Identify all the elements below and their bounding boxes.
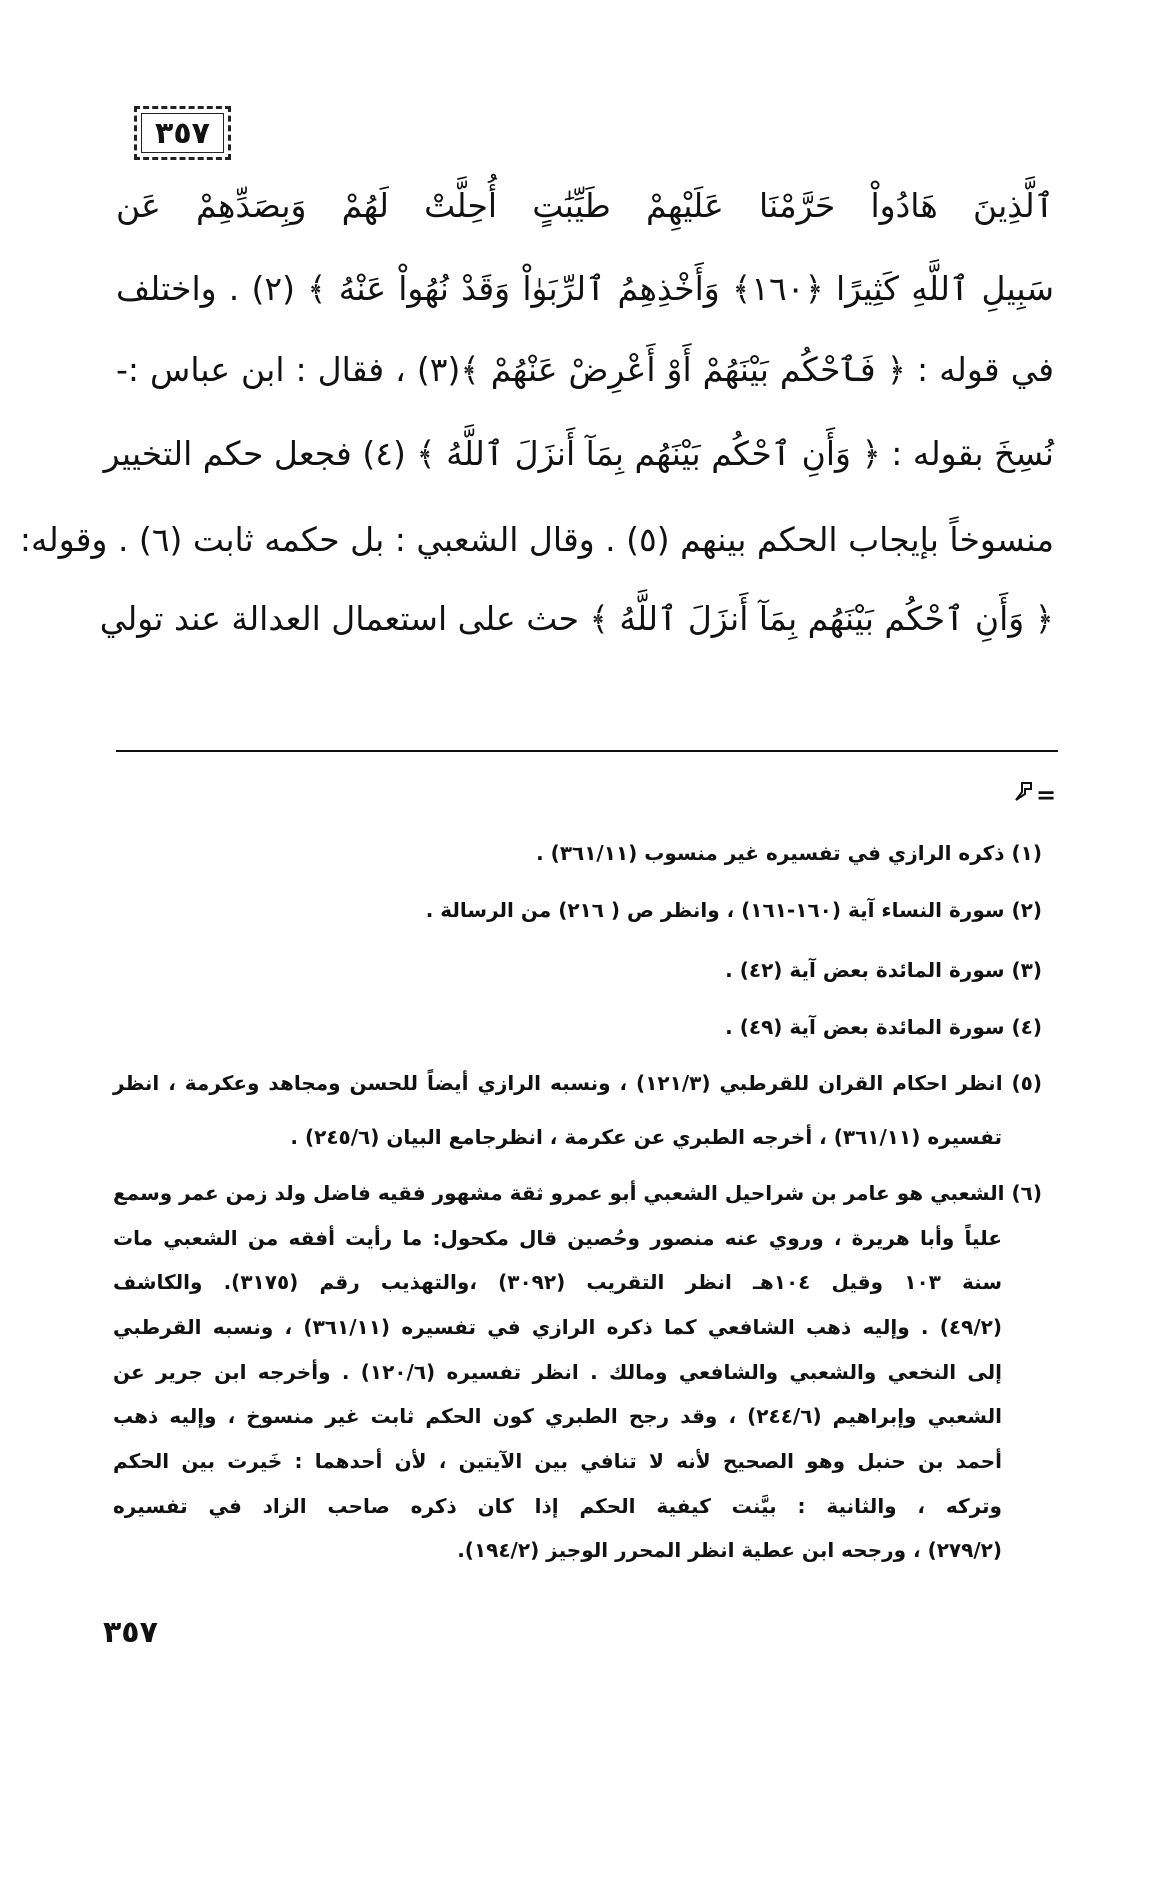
pointing-hand-icon bbox=[1012, 780, 1034, 810]
main-text-line: في قوله : ﴿ فَٱحْكُم بَيْنَهُمْ أَوْ أَعْرِضْ عَنْهُمْ ﴾(٣) ، فقال : ابن عباس :- bbox=[116, 350, 1054, 389]
main-text-line: ﴿ وَأَنِ ٱحْكُم بَيْنَهُم بِمَآ أَنزَلَ ٱللَّهُ ﴾ حث على استعمال العدالة عند تولي bbox=[99, 599, 1054, 638]
footnote-1: (١) ذكره الرازي في تفسيره غير منسوب (٣٦١/١١) . bbox=[536, 841, 1042, 865]
footnote-6-line: سنة ١٠٣ وقيل ١٠٤هـ انظر التقريب (٣٠٩٢) ،والتهذيب رقم (٣١٧٥). والكاشف bbox=[113, 1270, 1003, 1294]
footnote-6-line: علياً وأبا هريرة ، وروي عنه منصور وحُصين قال مكحول: ما رأيت أفقه من الشعبي مات bbox=[113, 1226, 1002, 1250]
footnote-6-line: الشعبي وإبراهيم (٢٤٤/٦) ، وقد رجح الطبري كون الحكم ثابت غير منسوخ ، وإليه ذهب bbox=[113, 1404, 1002, 1428]
page-number-bottom: ٣٥٧ bbox=[103, 1615, 158, 1650]
footnote-5-line: (٥) انظر احكام القران للقرطبي (١٢١/٣) ، ونسبه الرازي أيضاً للحسن ومجاهد وعكرمة ، انظر bbox=[113, 1071, 1043, 1095]
footnote-2: (٢) سورة النساء آية (١٦٠-١٦١) ، وانظر ص ( ٢١٦) من الرسالة . bbox=[425, 898, 1042, 922]
continuation-equals: = bbox=[1036, 781, 1057, 809]
footnote-6-line: وتركه ، والثانية : بيَّنت كيفية الحكم إذا كان ذكره صاحب الزاد في تفسيره bbox=[113, 1494, 1002, 1518]
footnote-6-line: (٢٧٩/٢) ، ورجحه ابن عطية انظر المحرر الوجيز (١٩٤/٢). bbox=[457, 1538, 1002, 1562]
footnote-5-line: تفسيره (٣٦١/١١) ، أخرجه الطبري عن عكرمة ، انظرجامع البيان (٢٤٥/٦) . bbox=[290, 1125, 1002, 1149]
page-number-top: ٣٥٧ bbox=[155, 115, 210, 151]
continuation-marker bbox=[1012, 780, 1056, 810]
main-text-line: ٱلَّذِينَ هَادُواْ حَرَّمْنَا عَلَيْهِمْ طَيِّبَٰتٍ أُحِلَّتْ لَهُمْ وَبِصَدِّهِمْ عَن bbox=[116, 186, 1054, 225]
footnote-6-line: (٦) الشعبي هو عامر بن شراحيل الشعبي أبو عمرو ثقة مشهور فقيه فاضل ولد زمن عمر وسمع bbox=[113, 1181, 1042, 1205]
footnote-separator bbox=[116, 750, 1058, 752]
footnote-6-line: إلى النخعي والشعبي والشافعي ومالك . انظر تفسيره (١٢٠/٦) . وأخرجه ابن جرير عن bbox=[113, 1360, 1002, 1384]
footnote-6-line: أحمد بن حنبل وهو الصحيح لأنه لا تنافي بين الآيتين ، لأن أحدهما : خَيرت بين الحكم bbox=[113, 1449, 1002, 1473]
main-text-line: منسوخاً بإيجاب الحكم بينهم (٥) . وقال الشعبي : بل حكمه ثابت (٦) . وقوله: bbox=[19, 520, 1054, 559]
footnote-6-line: (٤٩/٢) . وإليه ذهب الشافعي كما ذكره الرازي في تفسيره (٣٦١/١١) ، ونسبه القرطبي bbox=[113, 1315, 1002, 1339]
main-text-line: نُسِخَ بقوله : ﴿ وَأَنِ ٱحْكُم بَيْنَهُم بِمَآ أَنزَلَ ٱللَّهُ ﴾ (٤) فجعل حكم التخيير bbox=[103, 434, 1054, 473]
page-number-box bbox=[134, 106, 231, 160]
footnote-3: (٣) سورة المائدة بعض آية (٤٢) . bbox=[725, 958, 1042, 982]
footnote-4: (٤) سورة المائدة بعض آية (٤٩) . bbox=[725, 1015, 1042, 1039]
main-text-line: سَبِيلِ ٱللَّهِ كَثِيرًا ﴿١٦٠﴾ وَأَخْذِهِمُ ٱلرِّبَوٰاْ وَقَدْ نُهُواْ عَنْهُ ﴾ (٢) . واختلف bbox=[116, 269, 1055, 308]
